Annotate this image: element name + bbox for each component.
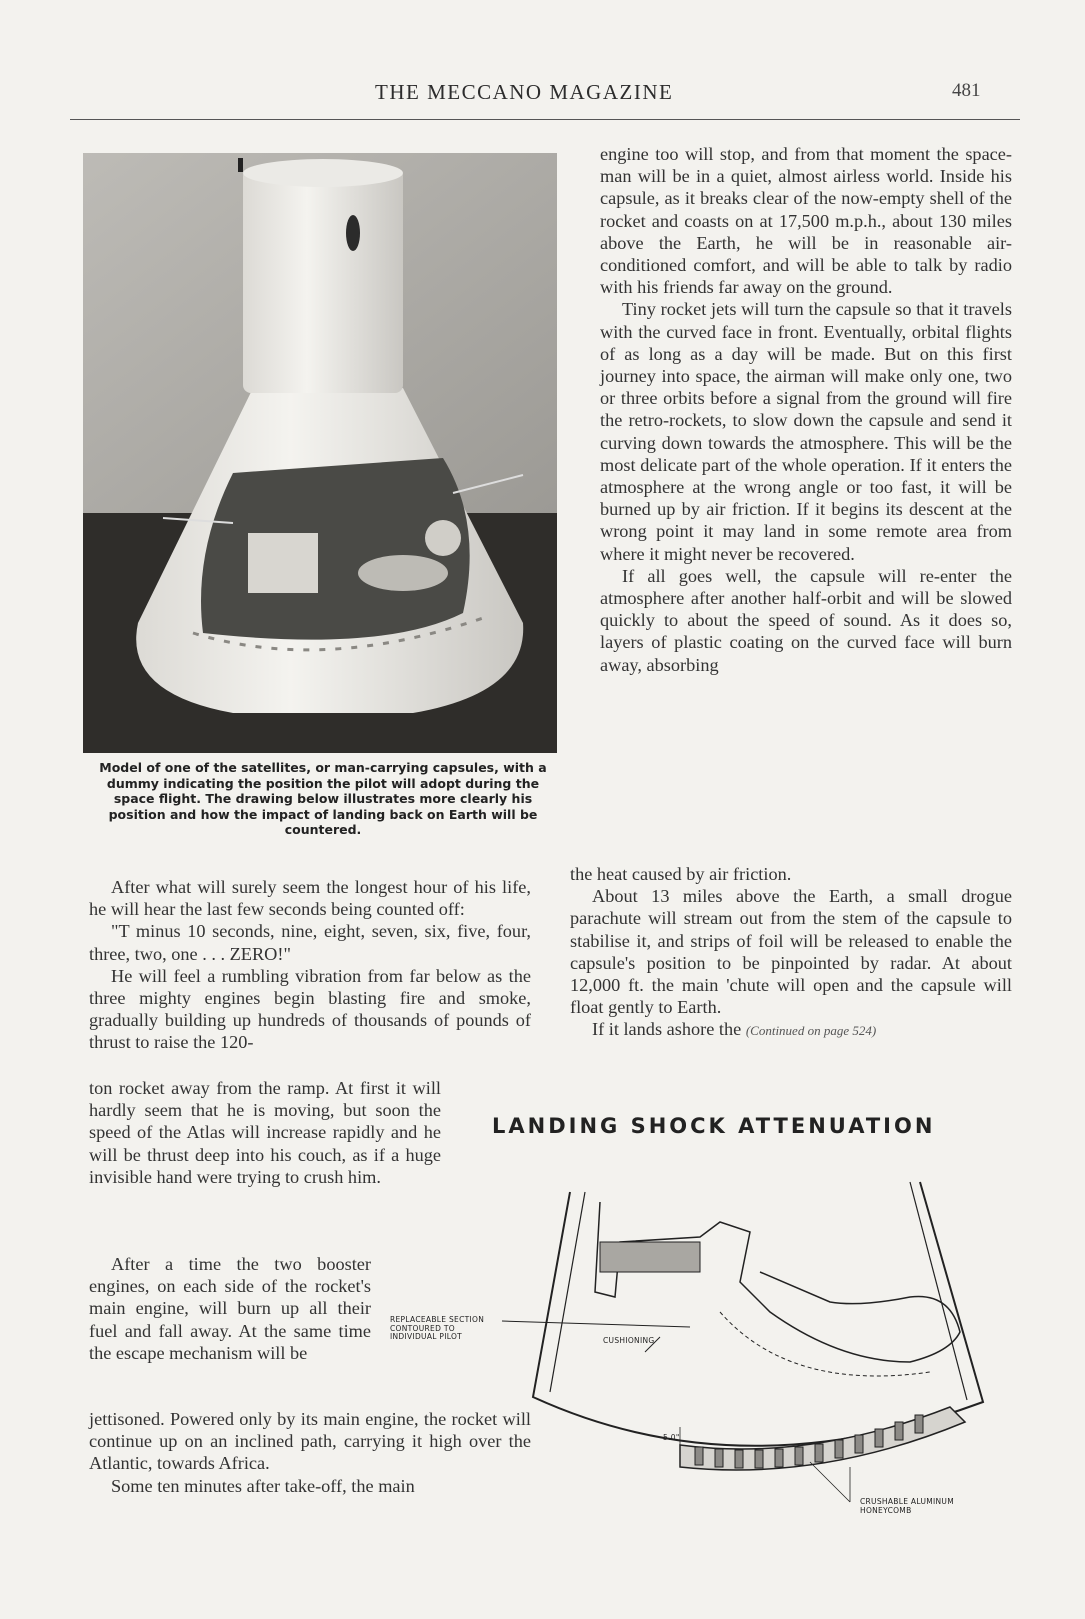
label-crushable-honeycomb: [860, 1498, 954, 1515]
paragraph: Tiny rocket jets will turn the capsule so that it travels with the curved face in front. Eventually, orbital flights of as long as a day will be made. But on this first journey into space, the airman will make only one, two or three orbits before a signal from the ground will fire the retro-rockets, to slow down the capsule and send it curving down towards the atmosphere. This will be the most delicate part of the whole operation. If it enters the atmosphere at the wrong angle or too fast, it will be burned up by air friction. If it begins its descent at the wrong point it may land in some remote area from where it might never be recovered.: [600, 299, 1012, 564]
diagram-title: LANDING SHOCK ATTENUATION: [492, 1114, 936, 1138]
paragraph: If all goes well, the capsule will re-enter the atmosphere after another half-orbit and will be slowed quickly to about the speed of sound. As it does so, layers of plastic coating on the curved face will burn away, absorbing: [600, 565, 1012, 675]
paragraph: He will feel a rumbling vibration from far below as the three mighty engines begin blasting fire and smoke, gradually building up hundreds of thousands of pounds of thrust to raise the 120-: [89, 965, 531, 1053]
label-line: INDIVIDUAL PILOT: [390, 1332, 463, 1341]
capsule-model-photo: [83, 153, 557, 753]
paragraph: ton rocket away from the ramp. At first it will hardly seem that he is moving, but soon the speed of the Atlas will increase rapidly and he will be thrust deep into his couch, as if a huge invisible hand were trying to crush him.: [89, 1078, 441, 1187]
paragraph: Some ten minutes after take-off, the main: [111, 1475, 415, 1496]
article-left-narrow: [89, 1077, 441, 1188]
paragraph: engine too will stop, and from that moment the space-man will be in a quiet, almost airless world. Inside his capsule, as it breaks clear of the now-empty shell of the rocket and coasts on at 17,500 m.p.h., about 130 miles above the Earth, he will be in reasonable air-conditioned comfort, and will be able to talk by radio with his friends far away on the ground.: [600, 144, 1012, 298]
article-left-narrower: [89, 1253, 371, 1364]
paragraph: About 13 miles above the Earth, a small drogue parachute will stream out from the stem of the capsule to stabilise it, and strips of foil will be released to enable the capsule's position to be pinpointed by radar. At about 12,000 ft. the main 'chute will open and the capsule will float gently to Earth.: [570, 886, 1012, 1018]
paragraph: the heat caused by air friction.: [570, 864, 792, 884]
paragraph-text: If it lands ashore the: [592, 1019, 742, 1040]
article-right-column: [600, 143, 1012, 676]
capsule-cross-section-drawing: [390, 1162, 1020, 1532]
magazine-title: THE MECCANO MAGAZINE: [375, 80, 674, 104]
continued-note: (Continued on page 524): [745, 1023, 877, 1039]
label-line: CONTOURED TO: [390, 1323, 455, 1333]
page-number: 481: [952, 80, 981, 101]
capsule-model-illustration: [83, 153, 557, 753]
paragraph: [570, 1018, 1012, 1042]
paragraph: jettisoned. Powered only by its main engine, the rocket will continue up on an inclined path, carrying it high over the Atlantic, towards Africa.: [89, 1409, 531, 1474]
label-line: HONEYCOMB: [860, 1505, 912, 1515]
paragraph: After what will surely seem the longest hour of his life, he will hear the last few seconds being counted off:: [89, 877, 531, 920]
header-rule: [70, 119, 1020, 120]
landing-shock-diagram: [390, 1162, 1020, 1532]
label-line: CRUSHABLE ALUMINUM: [860, 1497, 954, 1506]
article-mid-column: [570, 863, 1012, 1043]
label-cushioning: CUSHIONING: [603, 1336, 655, 1345]
paragraph: "T minus 10 seconds, nine, eight, seven, six, five, four, three, two, one . . . ZERO!": [89, 921, 531, 964]
label-line: REPLACEABLE SECTION: [390, 1315, 485, 1324]
photo-caption: Model of one of the satellites, or man-carrying capsules, with a dummy indicating the position the pilot will adopt during the space flight. The drawing below illustrates more clearly his position and how the impact of landing back on Earth will be countered.: [99, 760, 547, 837]
article-left-column: [89, 876, 531, 1054]
label-dimension: 5.0": [663, 1433, 680, 1442]
label-replaceable-section: [390, 1316, 484, 1342]
paragraph: After a time the two booster engines, on each side of the rocket's main engine, will burn up all their fuel and fall away. At the same time the escape mechanism will be: [89, 1254, 371, 1363]
